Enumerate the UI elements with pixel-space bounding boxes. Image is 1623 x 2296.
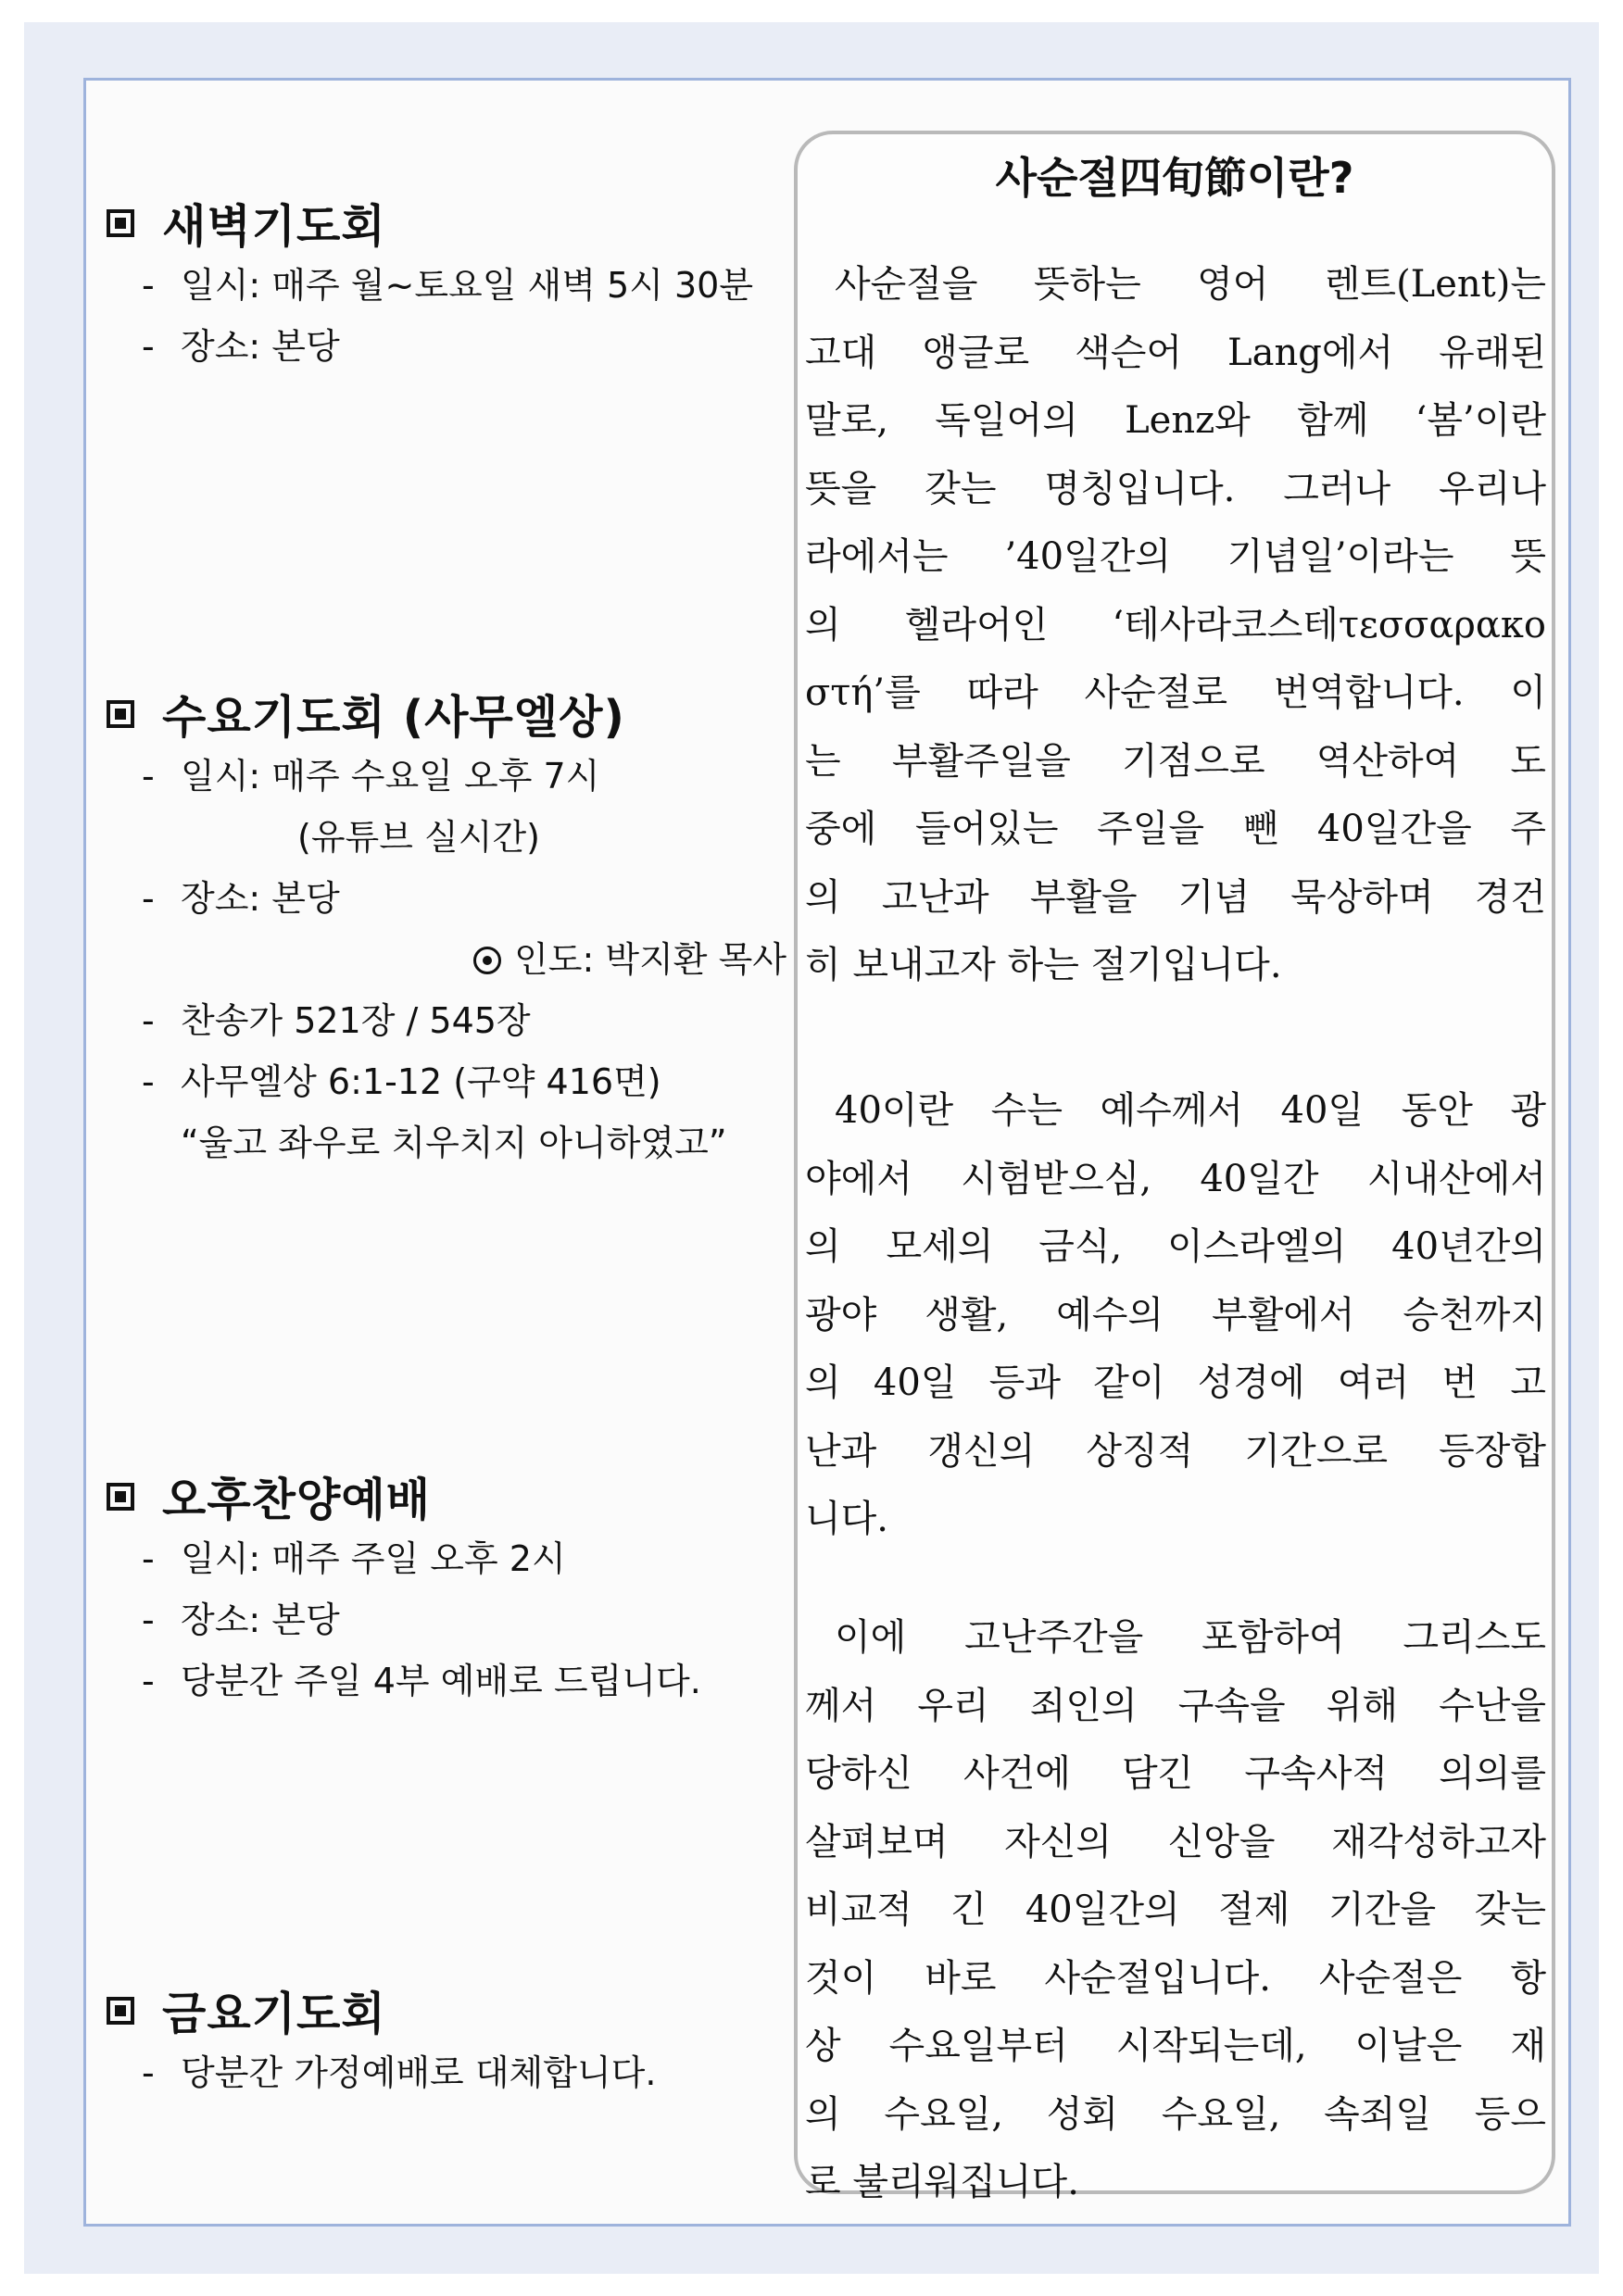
scripture-quote: “울고 좌우로 치우치지 아니하였고” — [181, 1123, 727, 1163]
place-line: - 장소: 본당 — [142, 326, 340, 367]
paragraph-line: 40이란 수는 예수께서 40일 동안 광 — [835, 1089, 1546, 1132]
circle-bullet-icon — [473, 947, 501, 974]
paragraph-line: 상 수요일부터 시작되는데, 이날은 재 — [805, 2025, 1546, 2067]
square-bullet-icon — [107, 209, 134, 237]
paragraph-line: 고대 앵글로 색슨어 Lang에서 유래된 — [805, 331, 1546, 374]
paragraph-line: 사순절을 뜻하는 영어 렌트(Lent)는 — [835, 263, 1546, 306]
paragraph-line: στή’를 따라 사순절로 번역합니다. 이 — [805, 671, 1546, 714]
paragraph-line: 이에 고난주간을 포함하여 그리스도 — [835, 1616, 1546, 1659]
square-bullet-icon — [107, 1483, 134, 1511]
paragraph-line: 당하신 사건에 담긴 구속사적 의의를 — [805, 1752, 1546, 1795]
page-background — [24, 22, 1599, 2274]
paragraph-line: 살펴보며 자신의 신앙을 재각성하고자 — [805, 1820, 1546, 1863]
paragraph-line: 라에서는 ’40일간의 기념일’이라는 뜻 — [805, 535, 1546, 578]
paragraph-line: 것이 바로 사순절입니다. 사순절은 항 — [805, 1956, 1546, 2000]
paragraph-line: 의 모세의 금식, 이스라엘의 40년간의 — [805, 1225, 1546, 1268]
square-bullet-icon — [107, 1997, 134, 2025]
paragraph-line: 중에 들어있는 주일을 뺀 40일간을 주 — [805, 808, 1546, 850]
paragraph-line: 야에서 시험받으심, 40일간 시내산에서 — [805, 1157, 1546, 1200]
place-line: - 장소: 본당 — [142, 878, 340, 919]
paragraph-line: 는 부활주일을 기점으로 역산하여 도 — [805, 739, 1546, 783]
paragraph-line: 로 불리워집니다. — [805, 2161, 1079, 2203]
note-line: - 당분간 가정예배로 대체합니다. — [142, 2052, 657, 2093]
schedule-note: (유튜브 실시간) — [297, 817, 540, 858]
section-dawn-prayer — [107, 192, 792, 377]
schedule-line: - 일시: 매주 월~토요일 새벽 5시 30분 — [142, 265, 754, 306]
paragraph-line: 히 보내고자 하는 절기입니다. — [805, 944, 1282, 986]
paragraph-line: 광야 생활, 예수의 부활에서 승천까지 — [805, 1293, 1546, 1336]
paragraph-line: 의 40일 등과 같이 성경에 여러 번 고 — [805, 1361, 1546, 1404]
lent-article-box — [794, 131, 1555, 2203]
paragraph-line: 께서 우리 죄인의 구속을 위해 수난을 — [805, 1684, 1546, 1727]
paragraph-line: 뜻을 갖는 명칭입니다. 그러나 우리나 — [805, 467, 1546, 510]
article-title: 사순절四旬節이란? — [995, 153, 1354, 203]
note-line: - 당분간 주일 4부 예배로 드립니다. — [142, 1661, 701, 1701]
section-heading — [107, 1465, 792, 1528]
section-title: 오후찬양예배 — [162, 1474, 432, 1526]
paragraph-line: 의 고난과 부활을 기념 묵상하며 경건 — [805, 875, 1546, 919]
bulletin-page — [83, 78, 1571, 2227]
section-title: 수요기도회 (사무엘상) — [162, 691, 625, 744]
section-wednesday-prayer — [107, 683, 792, 1173]
article-paragraph-3 — [805, 1604, 1546, 2217]
paragraph-line: 말로, 독일어의 Lenz와 함께 ‘봄’이란 — [805, 399, 1546, 442]
section-friday-prayer — [107, 1979, 792, 2103]
paragraph-line: 니다. — [805, 1498, 888, 1540]
article-paragraph-1 — [805, 251, 1546, 1000]
section-heading — [107, 1979, 792, 2042]
section-heading — [107, 192, 792, 255]
article-paragraph-2 — [805, 1077, 1546, 1554]
paragraph-line: 비교적 긴 40일간의 절제 기간을 갖는 — [805, 1888, 1546, 1931]
prayer-schedule-column — [86, 81, 790, 2224]
place-line: - 장소: 본당 — [142, 1600, 340, 1640]
section-title: 금요기도회 — [162, 1988, 386, 2040]
paragraph-line: 난과 갱신의 상징적 기간으로 등장합 — [805, 1429, 1546, 1473]
paragraph-line: 의 헬라어인 ‘테사라코스테τεσσαρακο — [805, 603, 1546, 646]
section-afternoon-worship — [107, 1465, 792, 1712]
square-bullet-icon — [107, 700, 134, 728]
schedule-line: - 일시: 매주 주일 오후 2시 — [142, 1538, 566, 1579]
schedule-line: - 일시: 매주 수요일 오후 7시 — [142, 756, 600, 797]
paragraph-line: 의 수요일, 성회 수요일, 속죄일 등으 — [805, 2092, 1546, 2136]
leader-line: 인도: 박지환 목사 — [107, 929, 792, 990]
section-heading — [107, 683, 792, 746]
scripture-line: - 사무엘상 6:1-12 (구약 416면) — [142, 1061, 661, 1102]
hymn-line: - 찬송가 521장 / 545장 — [142, 1000, 531, 1041]
section-title: 새벽기도회 — [162, 200, 386, 253]
